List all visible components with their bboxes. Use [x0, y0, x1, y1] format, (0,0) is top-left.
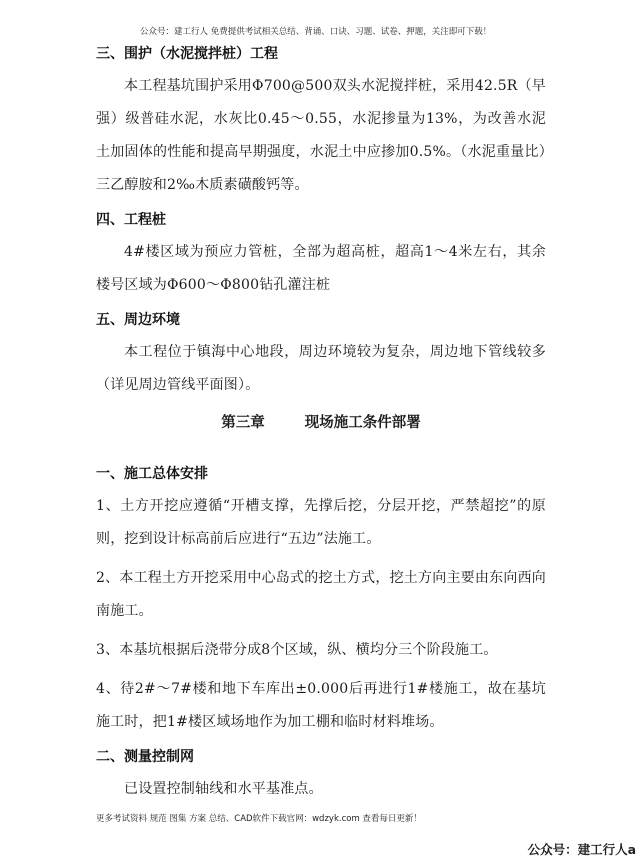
section-heading-4: 四、工程桩	[96, 212, 166, 228]
watermark: 公众号：建工行人a	[527, 842, 636, 857]
section-paragraph-4: 4#楼区域为预应力管桩，全部为超高桩，超高1～4米左右，其余楼号区域为Φ600～Φ800钻孔灌注桩	[96, 244, 546, 293]
chapter-section-paragraph-2: 已设置控制轴线和水平基准点。	[124, 781, 323, 797]
list-item: 2、本工程土方开挖采用中心岛式的挖土方式，挖土方向主要由东向西向南施工。	[96, 570, 546, 619]
document-body	[96, 44, 546, 806]
section-paragraph-3: 本工程基坑围护采用Φ700@500双头水泥搅拌桩，采用42.5R（早强）级普硅水泥，水灰比0.45～0.55，水泥掺量为13%，为改善水泥土加固体的性能和提高早期强度，水泥土中应掺加0.5%。（水泥重量比）三乙醇胺和2‰木质素磺酸钙等。	[96, 78, 546, 193]
list-item: 3、本基坑根据后浇带分成8个区域，纵、横均分三个阶段施工。	[96, 642, 498, 658]
footer-note: 更多考试资料 规范 图集 方案 总结、CAD软件下载官网：wdzyk.com 查看每日更新！	[96, 814, 422, 824]
list-item: 1、土方开挖应遵循“开槽支撑，先撑后挖，分层开挖，严禁超挖”的原则，挖到设计标高前后应进行“五边”法施工。	[96, 498, 546, 547]
section-heading-3: 三、围护（水泥搅拌桩）工程	[96, 46, 278, 62]
header-notice: 公众号：建工行人 免费提供考试相关总结、背诵、口诀、习题、试卷、押题，关注即可下载！	[140, 27, 492, 37]
section-paragraph-5: 本工程位于镇海中心地段，周边环境较为复杂，周边地下管线较多（详见周边管线平面图）。	[96, 344, 546, 393]
chapter-title	[96, 412, 546, 434]
chapter-name: 现场施工条件部署	[304, 415, 421, 431]
chapter-section-heading-2: 二、测量控制网	[96, 749, 194, 765]
list-item: 4、待2#～7#楼和地下车库出±0.000后再进行1#楼施工，故在基坑施工时，把1#楼区域场地作为加工棚和临时材料堆场。	[96, 681, 546, 730]
chapter-section-heading-1: 一、施工总体安排	[96, 466, 208, 482]
section-heading-5: 五、周边环境	[96, 312, 180, 328]
chapter-number: 第三章	[221, 415, 265, 431]
